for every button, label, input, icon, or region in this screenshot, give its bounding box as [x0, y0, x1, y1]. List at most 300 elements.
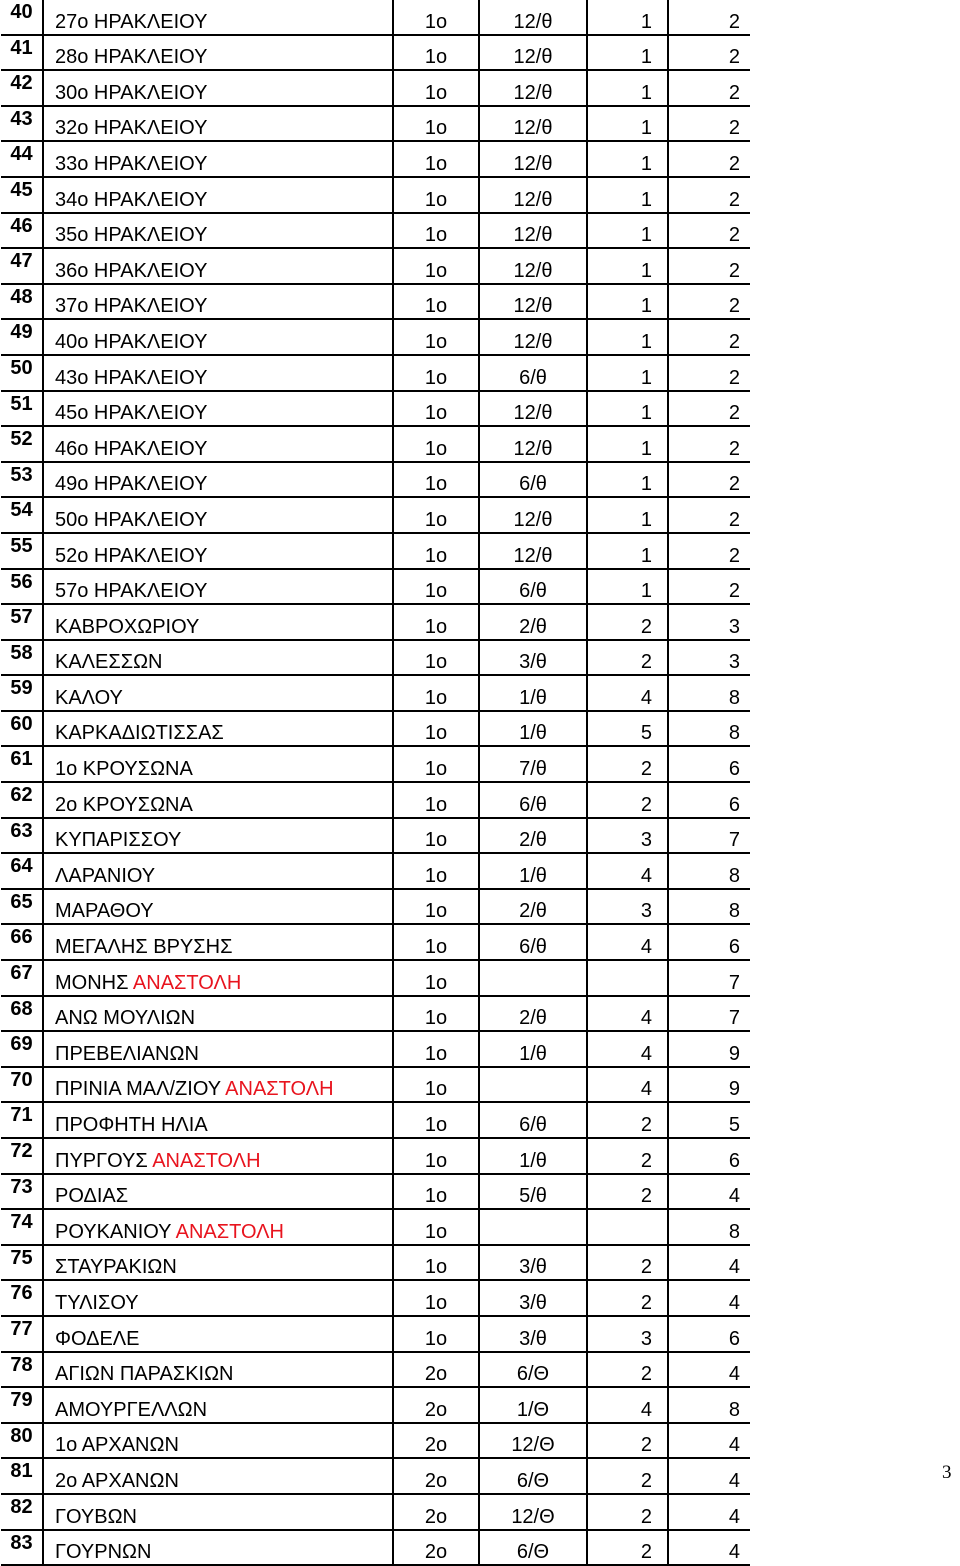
school-name-cell	[43, 177, 393, 213]
school-classes-cell	[479, 924, 587, 960]
value-a: 1	[640, 508, 652, 531]
school-name-cell	[43, 213, 393, 249]
value-a-cell	[587, 1494, 668, 1530]
value-a-cell	[587, 141, 668, 177]
school-classes: 12/θ	[513, 259, 553, 282]
school-classes-cell	[479, 675, 587, 711]
school-name-cell	[43, 1316, 393, 1352]
school-classes: 1/Θ	[516, 1398, 550, 1421]
school-classes-cell	[479, 1174, 587, 1210]
school-name: 49ο ΗΡΑΚΛΕΙΟΥ	[55, 473, 208, 496]
school-classes-cell	[479, 1494, 587, 1530]
row-number: 58	[10, 641, 33, 664]
table-row	[1, 319, 750, 355]
school-name-cell	[43, 1138, 393, 1174]
school-grade-cell	[393, 746, 479, 782]
school-classes-cell	[479, 1209, 587, 1245]
row-number: 50	[10, 356, 33, 379]
school-name-cell	[43, 996, 393, 1032]
school-grade-cell	[393, 284, 479, 320]
school-grade: 1ο	[424, 1327, 448, 1350]
row-number: 51	[10, 392, 33, 415]
school-classes: 12/θ	[513, 188, 553, 211]
value-a: 1	[640, 473, 652, 496]
value-b-cell	[668, 1245, 750, 1281]
row-number-cell	[1, 0, 43, 35]
school-classes-cell	[479, 319, 587, 355]
row-number-cell	[1, 1530, 43, 1566]
school-name-cell	[43, 782, 393, 818]
value-a: 1	[640, 402, 652, 425]
school-name: ΛΑΡΑΝΙΟΥ	[55, 864, 156, 887]
school-classes-cell	[479, 604, 587, 640]
row-number-cell	[1, 604, 43, 640]
value-a-cell	[587, 355, 668, 391]
row-number-cell	[1, 106, 43, 142]
row-number: 53	[10, 463, 33, 486]
school-grade-cell	[393, 818, 479, 854]
school-grade: 1ο	[424, 793, 448, 816]
school-name: 37ο ΗΡΑΚΛΕΙΟΥ	[55, 295, 208, 318]
row-number-cell	[1, 1316, 43, 1352]
school-grade-cell	[393, 569, 479, 605]
school-grade-cell	[393, 1352, 479, 1388]
value-b-cell	[668, 1138, 750, 1174]
table-row	[1, 1458, 750, 1494]
school-classes: 12/Θ	[511, 1434, 555, 1457]
value-b: 4	[728, 1185, 740, 1208]
school-classes-cell	[479, 569, 587, 605]
school-classes-cell	[479, 1102, 587, 1138]
school-name: 40ο ΗΡΑΚΛΕΙΟΥ	[55, 330, 208, 353]
school-name: 33ο ΗΡΑΚΛΕΙΟΥ	[55, 152, 208, 175]
school-name: ΡΟΔΙΑΣ	[55, 1185, 129, 1208]
school-classes-cell	[479, 497, 587, 533]
school-classes-cell	[479, 0, 587, 35]
school-grade-cell	[393, 0, 479, 35]
school-grade: 1ο	[424, 1291, 448, 1314]
value-b: 4	[728, 1434, 740, 1457]
table-row	[1, 1138, 750, 1174]
value-b-cell	[668, 960, 750, 996]
school-grade: 2ο	[424, 1363, 448, 1386]
row-number-cell	[1, 924, 43, 960]
value-b: 8	[728, 1220, 740, 1243]
value-a: 2	[640, 758, 652, 781]
value-a-cell	[587, 1458, 668, 1494]
school-classes: 6/θ	[519, 1114, 547, 1136]
row-number-cell	[1, 1209, 43, 1245]
value-a: 2	[640, 1434, 652, 1457]
value-b-cell	[668, 604, 750, 640]
row-number: 63	[10, 819, 33, 842]
row-number-cell	[1, 711, 43, 747]
school-name: ΑΜΟΥΡΓΕΛΛΩΝ	[55, 1398, 208, 1421]
row-number: 68	[10, 997, 33, 1020]
row-number: 73	[10, 1175, 33, 1198]
school-name-cell	[43, 1530, 393, 1566]
value-a: 1	[640, 580, 652, 603]
value-a-cell	[587, 1280, 668, 1316]
school-grade-cell	[393, 35, 479, 71]
value-b-cell	[668, 746, 750, 782]
value-b-cell	[668, 1174, 750, 1210]
school-grade: 1ο	[424, 900, 448, 923]
table-row	[1, 0, 750, 35]
school-name: 28ο ΗΡΑΚΛΕΙΟΥ	[55, 46, 208, 69]
school-name-cell	[43, 1494, 393, 1530]
value-a-cell	[587, 1031, 668, 1067]
value-b-cell	[668, 711, 750, 747]
school-classes: 6/θ	[519, 580, 547, 603]
school-classes-cell	[479, 462, 587, 498]
value-b-cell	[668, 1209, 750, 1245]
school-classes: 12/θ	[513, 402, 553, 425]
row-number-cell	[1, 640, 43, 676]
school-grade: 1ο	[424, 615, 448, 638]
school-grade-cell	[393, 1387, 479, 1423]
school-classes-cell	[479, 1423, 587, 1459]
value-b: 3	[728, 615, 740, 638]
value-b-cell	[668, 497, 750, 533]
value-b: 4	[728, 1291, 740, 1314]
value-a: 1	[640, 259, 652, 282]
school-name-cell	[43, 640, 393, 676]
value-b-cell	[668, 853, 750, 889]
value-b-cell	[668, 889, 750, 925]
row-number: 64	[10, 855, 33, 878]
row-number: 76	[10, 1282, 33, 1305]
school-grade-cell	[393, 141, 479, 177]
row-number-cell	[1, 1067, 43, 1103]
school-name-cell	[43, 1387, 393, 1423]
school-grade: 1ο	[424, 651, 448, 674]
school-name: ΣΤΑΥΡΑΚΙΩΝ	[55, 1256, 177, 1279]
school-grade: 1ο	[424, 473, 448, 496]
value-b: 3	[728, 651, 740, 674]
value-a-cell	[587, 177, 668, 213]
school-classes-cell	[479, 1280, 587, 1316]
table-row	[1, 177, 750, 213]
school-name-cell	[43, 1352, 393, 1388]
value-a: 1	[640, 224, 652, 247]
school-grade: 1ο	[424, 366, 448, 389]
row-number-cell	[1, 1423, 43, 1459]
school-classes-cell	[479, 1031, 587, 1067]
school-classes-cell	[479, 248, 587, 284]
value-a-cell	[587, 319, 668, 355]
value-a: 4	[640, 1007, 652, 1030]
school-name-cell	[43, 1280, 393, 1316]
table-row	[1, 355, 750, 391]
row-number: 52	[10, 428, 33, 451]
school-grade-cell	[393, 889, 479, 925]
value-b-cell	[668, 924, 750, 960]
value-a-cell	[587, 106, 668, 142]
school-name: 27ο ΗΡΑΚΛΕΙΟΥ	[55, 10, 208, 33]
school-name: ΜΑΡΑΘΟΥ	[55, 900, 154, 923]
value-a: 2	[640, 1363, 652, 1386]
school-name: 35ο ΗΡΑΚΛΕΙΟΥ	[55, 224, 208, 247]
school-name-cell	[43, 853, 393, 889]
row-number-cell	[1, 1494, 43, 1530]
value-a: 1	[640, 81, 652, 104]
value-b-cell	[668, 1423, 750, 1459]
school-grade: 2ο	[424, 1541, 448, 1564]
school-classes-cell	[479, 533, 587, 569]
row-number-cell	[1, 1245, 43, 1281]
value-a: 2	[640, 1149, 652, 1172]
value-a-cell	[587, 818, 668, 854]
value-a-cell	[587, 497, 668, 533]
value-b: 2	[728, 544, 740, 567]
value-b: 2	[728, 473, 740, 496]
value-b: 4	[728, 1541, 740, 1564]
value-a: 3	[640, 829, 652, 852]
school-name: 34ο ΗΡΑΚΛΕΙΟΥ	[55, 188, 208, 211]
row-number-cell	[1, 248, 43, 284]
school-classes-cell	[479, 141, 587, 177]
value-a: 1	[640, 295, 652, 318]
table-row	[1, 1031, 750, 1067]
value-a-cell	[587, 853, 668, 889]
value-b: 2	[728, 224, 740, 247]
school-name: ΠΥΡΓΟΥΣ	[55, 1149, 148, 1172]
school-classes: 6/Θ	[516, 1469, 550, 1492]
value-a-cell	[587, 604, 668, 640]
school-name-cell	[43, 1245, 393, 1281]
table-row	[1, 675, 750, 711]
school-name-cell	[43, 391, 393, 427]
table-row	[1, 960, 750, 996]
row-number-cell	[1, 462, 43, 498]
school-classes: 6/θ	[519, 366, 547, 389]
school-grade: 1ο	[424, 1042, 448, 1065]
value-a: 4	[640, 1078, 652, 1101]
school-classes: 12/θ	[513, 46, 553, 69]
value-a-cell	[587, 746, 668, 782]
row-number-cell	[1, 426, 43, 462]
row-number-cell	[1, 746, 43, 782]
school-grade: 1ο	[424, 864, 448, 887]
school-grade-cell	[393, 640, 479, 676]
table-row	[1, 70, 750, 106]
row-number-cell	[1, 1458, 43, 1494]
school-grade: 1ο	[424, 722, 448, 745]
school-grade-cell	[393, 1494, 479, 1530]
school-grade: 1ο	[424, 1220, 448, 1243]
value-b: 6	[728, 758, 740, 781]
value-a: 4	[640, 686, 652, 709]
school-classes-cell	[479, 1352, 587, 1388]
table-row	[1, 497, 750, 533]
school-classes-cell	[479, 640, 587, 676]
school-grade-cell	[393, 497, 479, 533]
value-a: 2	[640, 615, 652, 638]
suspension-label: ΑΝΑΣΤΟΛΗ	[152, 1149, 261, 1172]
school-grade-cell	[393, 106, 479, 142]
school-grade: 1ο	[424, 1256, 448, 1279]
school-classes: 6/Θ	[516, 1541, 550, 1564]
school-grade: 1ο	[424, 81, 448, 104]
school-classes-cell	[479, 426, 587, 462]
value-b-cell	[668, 569, 750, 605]
school-classes-cell	[479, 1387, 587, 1423]
school-name-cell	[43, 284, 393, 320]
school-grade: 1ο	[424, 330, 448, 353]
school-grade: 1ο	[424, 1007, 448, 1030]
table-row	[1, 1174, 750, 1210]
table-row	[1, 924, 750, 960]
row-number-cell	[1, 1102, 43, 1138]
row-number-cell	[1, 70, 43, 106]
value-a: 2	[640, 1114, 652, 1136]
school-classes-cell	[479, 1138, 587, 1174]
school-grade-cell	[393, 996, 479, 1032]
school-classes-cell	[479, 284, 587, 320]
school-classes-cell	[479, 70, 587, 106]
value-a-cell	[587, 70, 668, 106]
value-b-cell	[668, 35, 750, 71]
row-number: 40	[10, 1, 33, 23]
value-b: 6	[728, 1149, 740, 1172]
school-grade: 1ο	[424, 1078, 448, 1101]
row-number-cell	[1, 35, 43, 71]
school-classes: 12/θ	[513, 81, 553, 104]
value-b: 7	[728, 829, 740, 852]
school-classes-cell	[479, 35, 587, 71]
value-a-cell	[587, 1316, 668, 1352]
school-name: 50ο ΗΡΑΚΛΕΙΟΥ	[55, 508, 208, 531]
school-name: 2ο ΑΡΧΑΝΩΝ	[55, 1469, 179, 1492]
row-number-cell	[1, 853, 43, 889]
value-a-cell	[587, 1352, 668, 1388]
row-number-cell	[1, 1138, 43, 1174]
table-body	[1, 0, 750, 1565]
school-grade-cell	[393, 391, 479, 427]
school-grade-cell	[393, 462, 479, 498]
table-row	[1, 996, 750, 1032]
value-a: 1	[640, 188, 652, 211]
school-classes-cell	[479, 746, 587, 782]
value-b: 6	[728, 1327, 740, 1350]
row-number: 57	[10, 606, 33, 629]
school-grade-cell	[393, 70, 479, 106]
table-row	[1, 533, 750, 569]
row-number-cell	[1, 960, 43, 996]
table-row	[1, 640, 750, 676]
school-classes-cell	[479, 355, 587, 391]
value-a-cell	[587, 1102, 668, 1138]
row-number: 70	[10, 1068, 33, 1091]
school-grade: 1ο	[424, 46, 448, 69]
table-row	[1, 391, 750, 427]
row-number: 56	[10, 570, 33, 593]
table-row	[1, 782, 750, 818]
value-b-cell	[668, 1102, 750, 1138]
school-name: ΓΟΥΒΩΝ	[55, 1505, 138, 1528]
value-b: 4	[728, 1256, 740, 1279]
table-row	[1, 248, 750, 284]
school-name: 30ο ΗΡΑΚΛΕΙΟΥ	[55, 81, 208, 104]
school-classes-cell	[479, 1458, 587, 1494]
school-name-cell	[43, 0, 393, 35]
value-a: 4	[640, 1042, 652, 1065]
row-number: 49	[10, 321, 33, 344]
school-grade-cell	[393, 960, 479, 996]
value-b-cell	[668, 0, 750, 35]
school-name: 1ο ΑΡΧΑΝΩΝ	[55, 1434, 179, 1457]
school-classes: 2/θ	[519, 615, 547, 638]
school-grade: 1ο	[424, 117, 448, 140]
row-number: 60	[10, 712, 33, 735]
table-row	[1, 462, 750, 498]
row-number: 80	[10, 1424, 33, 1447]
school-grade: 1ο	[424, 971, 448, 994]
school-name-cell	[43, 711, 393, 747]
school-classes: 3/θ	[519, 1291, 547, 1314]
school-name: ΠΡΕΒΕΛΙΑΝΩΝ	[55, 1042, 199, 1065]
school-classes: 12/θ	[513, 10, 553, 33]
value-a-cell	[587, 284, 668, 320]
table-row	[1, 818, 750, 854]
value-b-cell	[668, 284, 750, 320]
row-number-cell	[1, 497, 43, 533]
table-row	[1, 1316, 750, 1352]
school-name-cell	[43, 1102, 393, 1138]
table-row	[1, 1209, 750, 1245]
school-grade: 2ο	[424, 1434, 448, 1457]
value-b-cell	[668, 177, 750, 213]
row-number: 66	[10, 926, 33, 949]
school-classes: 3/θ	[519, 1327, 547, 1350]
school-classes-cell	[479, 213, 587, 249]
row-number: 55	[10, 534, 33, 557]
value-b: 4	[728, 1469, 740, 1492]
school-grade-cell	[393, 1245, 479, 1281]
school-classes: 12/θ	[513, 295, 553, 318]
value-a-cell	[587, 1209, 668, 1245]
value-b: 2	[728, 81, 740, 104]
page-number: 3	[942, 1462, 952, 1483]
row-number: 74	[10, 1211, 33, 1234]
school-grade-cell	[393, 1423, 479, 1459]
school-name-cell	[43, 355, 393, 391]
school-name: ΠΡΟΦΗΤΗ ΗΛΙΑ	[55, 1114, 208, 1136]
value-b-cell	[668, 533, 750, 569]
school-grade: 2ο	[424, 1469, 448, 1492]
row-number: 79	[10, 1389, 33, 1412]
school-classes: 3/θ	[519, 1256, 547, 1279]
school-grade: 1ο	[424, 580, 448, 603]
value-a-cell	[587, 996, 668, 1032]
value-b: 2	[728, 10, 740, 33]
table-row	[1, 711, 750, 747]
school-name: ΚΑΛΕΣΣΩΝ	[55, 651, 163, 674]
school-name-cell	[43, 533, 393, 569]
table-row	[1, 569, 750, 605]
school-name: ΦΟΔΕΛΕ	[55, 1327, 140, 1350]
row-number: 72	[10, 1140, 33, 1162]
school-classes-cell	[479, 1316, 587, 1352]
value-a: 1	[640, 10, 652, 33]
row-number-cell	[1, 675, 43, 711]
value-a: 2	[640, 651, 652, 674]
school-classes-cell	[479, 960, 587, 996]
value-a-cell	[587, 569, 668, 605]
row-number: 48	[10, 285, 33, 308]
value-b-cell	[668, 996, 750, 1032]
